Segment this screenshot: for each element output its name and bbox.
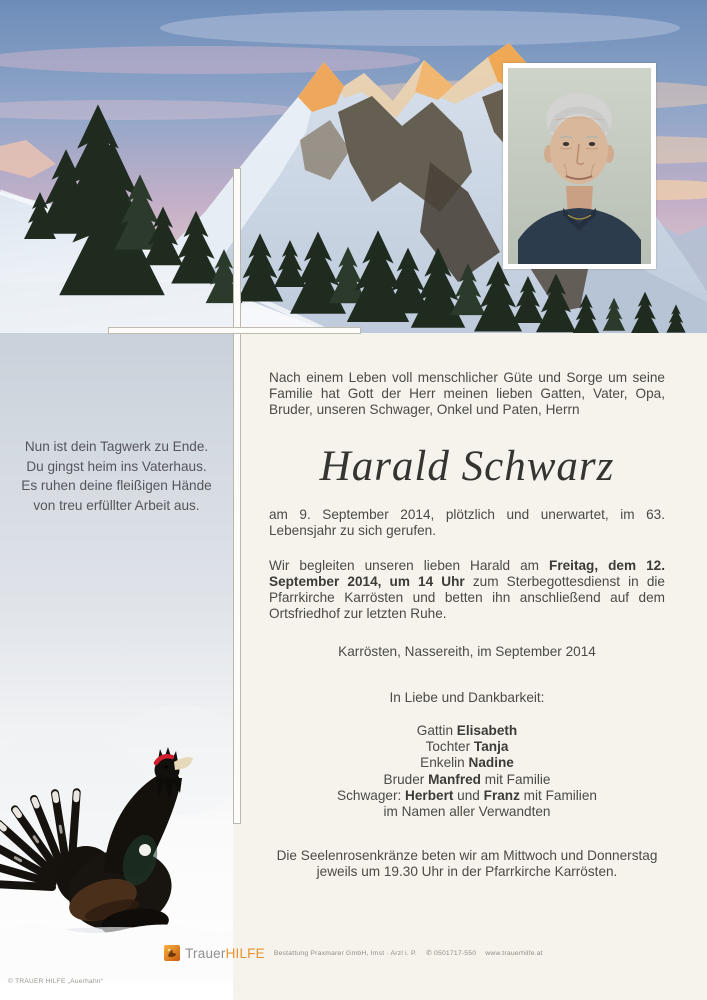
family-line: Schwager: Herbert und Franz mit Familien (337, 787, 597, 803)
brand-part-hilfe: HILFE (225, 945, 265, 961)
cross-vertical-bar (233, 168, 241, 824)
trauerhilfe-logo-icon (164, 945, 180, 961)
portrait-art (508, 68, 651, 264)
family-line: Tochter Tanja (425, 739, 509, 755)
memorial-verse (0, 437, 233, 515)
family-line: Gattin Elisabeth (416, 723, 518, 738)
family-line: Enkelin Nadine (420, 755, 514, 771)
left-eye (563, 142, 569, 146)
brand-part-trauer: Trauer (185, 945, 226, 961)
family-line: im Namen aller Verwandten (383, 804, 551, 820)
family-list (269, 723, 665, 820)
capercaillie-photo (0, 680, 233, 980)
verse-line: von treu erfüllter Arbeit aus. (33, 497, 200, 513)
family-line: Bruder Manfred mit Familie (383, 771, 551, 787)
website-link[interactable]: www.trauerhilfe.at (485, 949, 543, 957)
capercaillie-art (0, 680, 233, 980)
left-photo-column (0, 333, 233, 1000)
verse-line: Du gingst heim ins Vaterhaus. (26, 458, 207, 474)
rosary-notice: Die Seelenrosenkränze beten wir am Mittwoch und Donnerstag jeweils um 19.30 Uhr in der Pfarrkirche Karrösten. (276, 848, 658, 880)
portrait-photo (503, 63, 656, 269)
place-date-line: Karrösten, Nassereith, im September 2014 (338, 644, 596, 659)
funeral-details: Wir begleiten unseren lieben Harald am Freitag, dem 12. September 2014, um 14 Uhr zum Sterbegottesdienst in die Pfarrkirche Karrösten und betten ihn anschließend auf dem Ortsfriedhof zur letzten Ruhe. (269, 558, 665, 621)
funeral-home-brand (185, 946, 265, 961)
white-shoulder-spot (139, 844, 151, 856)
footer (0, 943, 707, 963)
verse-line: Es ruhen deine fleißigen Hände (21, 478, 212, 493)
company-info: Bestattung Praxmarer GmbH, Imst · Arzl i. P. (273, 949, 417, 957)
phone-number: ✆ 0501717-550 (426, 950, 477, 957)
deceased-name: Harald Schwarz (319, 443, 615, 490)
death-notice: am 9. September 2014, plötzlich und unerwartet, im 63. Lebensjahr zu sich gerufen. (269, 507, 665, 538)
cross-horizontal-bar (108, 327, 361, 334)
photo-copyright-note: © TRAUER HILFE „Auerhahn“ (8, 978, 104, 985)
gratitude-line: In Liebe und Dankbarkeit: (389, 690, 545, 705)
intro-paragraph: Nach einem Leben voll menschlicher Güte und Sorge um seine Familie hat Gott der Herr meinen lieben Gatten, Vater, Opa, Bruder, unseren Schwager, Onkel und Paten, Herrn (269, 370, 665, 417)
obituary-text-column (269, 370, 665, 880)
right-eye (589, 142, 595, 146)
verse-line: Nun ist dein Tagwerk zu Ende. (24, 439, 209, 454)
